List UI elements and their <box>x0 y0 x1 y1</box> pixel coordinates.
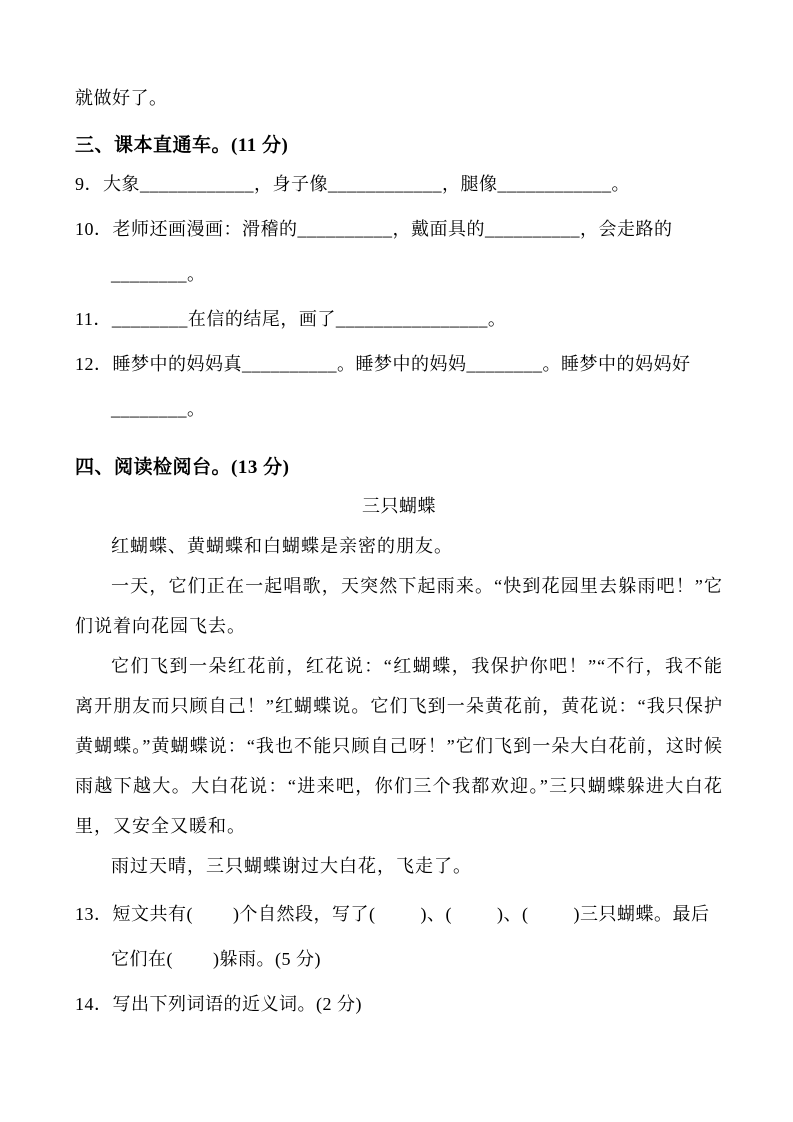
carryover-line: 就做好了。 <box>75 88 168 108</box>
passage-paragraph-3: 它们飞到一朵红花前，红花说：“红蝴蝶，我保护你吧！”“不行，我不能离开朋友而只顾自己！”红蝴蝶说。它们飞到一朵黄花前，黄花说：“我只保护黄蝴蝶。”黄蝴蝶说：“我也不能只顾自己呀！”它们飞到一朵大白花前，这时候雨越下越大。大白花说：“进来吧，你们三个我都欢迎。”三只蝴蝶躲进大白花里，又安全又暖和。 <box>75 656 723 836</box>
question-10-number: 10． <box>75 219 113 239</box>
passage-title: 三只蝴蝶 <box>362 496 436 516</box>
question-14 <box>75 982 723 1027</box>
question-12-number: 12． <box>75 354 113 374</box>
question-11-number: 11． <box>75 309 112 329</box>
question-11-text: ________在信的结尾，画了________________。 <box>111 309 507 329</box>
question-14-number: 14． <box>75 994 113 1014</box>
question-13 <box>75 892 723 982</box>
question-10-text: 老师还画漫画：滑稽的__________，戴面具的__________，会走路的________。 <box>111 219 673 284</box>
question-9-number: 9． <box>75 174 103 194</box>
question-9 <box>75 162 723 207</box>
question-12-text: 睡梦中的妈妈真__________。睡梦中的妈妈________。睡梦中的妈妈好________。 <box>111 354 691 419</box>
section-4-questions <box>75 892 723 1027</box>
question-13-text: 短文共有( )个自然段，写了( )、( )、( )三只蝴蝶。最后它们在( )躲雨。(5 分) <box>111 904 710 969</box>
passage-paragraph-4: 雨过天晴，三只蝴蝶谢过大白花，飞走了。 <box>111 856 472 876</box>
section-3-questions <box>75 162 723 432</box>
passage-paragraph-1: 红蝴蝶、黄蝴蝶和白蝴蝶是亲密的朋友。 <box>111 536 453 556</box>
section-4-heading: 四、阅读检阅台。(13 分) <box>75 457 290 478</box>
question-12 <box>75 342 723 432</box>
reading-passage <box>75 486 723 886</box>
question-11 <box>75 297 723 342</box>
question-9-text: 大象____________，身子像____________，腿像____________。 <box>103 174 630 194</box>
passage-paragraph-2: 一天，它们正在一起唱歌，天突然下起雨来。“快到花园里去躲雨吧！”它们说着向花园飞去。 <box>75 576 723 636</box>
section-3-heading: 三、课本直通车。(11 分) <box>75 135 289 156</box>
question-14-text: 写出下列词语的近义词。(2 分) <box>112 994 362 1014</box>
question-13-number: 13． <box>75 904 113 924</box>
question-10 <box>75 207 723 297</box>
